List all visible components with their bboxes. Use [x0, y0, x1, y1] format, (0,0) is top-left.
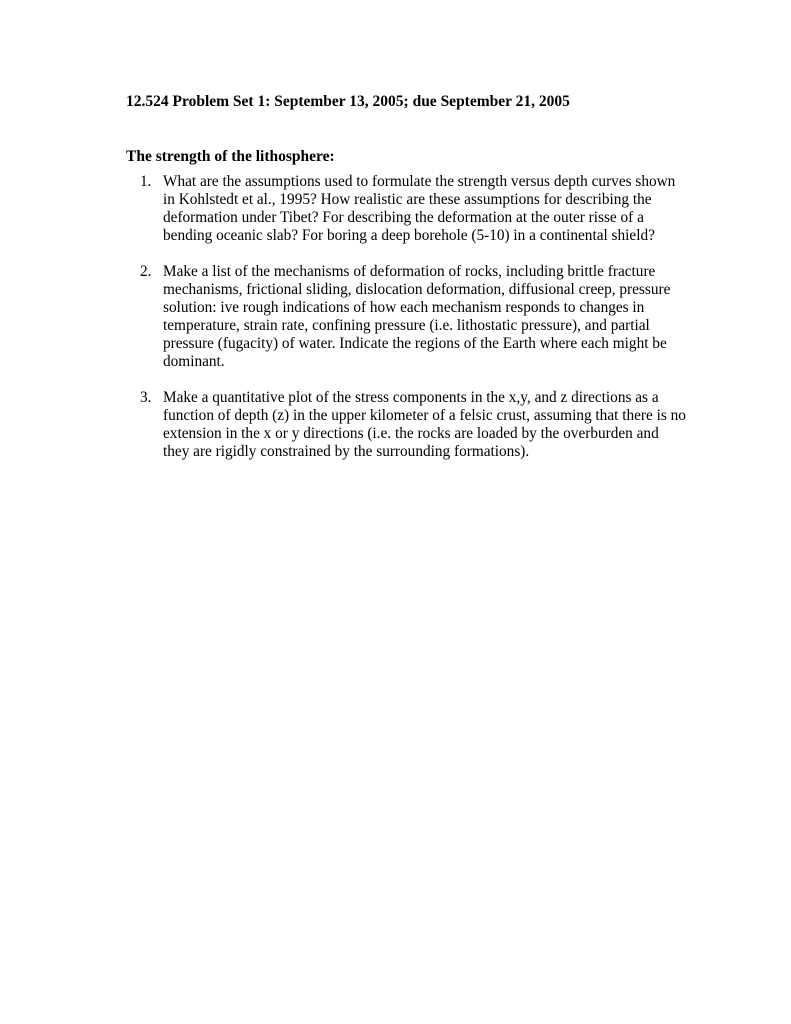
- problem-number: 1.: [140, 173, 152, 190]
- section-heading: The strength of the lithosphere:: [126, 148, 335, 165]
- problem-list: [126, 173, 686, 479]
- problem-item-2: [126, 263, 686, 371]
- problem-text: What are the assumptions used to formulate the strength versus depth curves shown in Kohlstedt et al., 1995? How realistic are these assumptions for describing the deformation under Tibet? For describing the deformation at the outer risse of a bending oceanic slab? For boring a deep borehole (5-10) in a continental shield?: [163, 173, 676, 244]
- problem-item-3: [126, 389, 686, 461]
- problem-item-1: [126, 173, 686, 245]
- problem-text: Make a list of the mechanisms of deformation of rocks, including brittle fracture mechanisms, frictional sliding, dislocation deformation, diffusional creep, pressure solution: ive rough indications of how each mechanism responds to changes in temperature, strain rate, confining pressure (i.e. lithostatic pressure), and partial pressure (fugacity) of water. Indicate the regions of the Earth where each might be dominant.: [163, 263, 671, 370]
- problem-number: 3.: [140, 389, 152, 406]
- document-title: 12.524 Problem Set 1: September 13, 2005; due September 21, 2005: [126, 93, 570, 110]
- problem-text: Make a quantitative plot of the stress components in the x,y, and z directions as a function of depth (z) in the upper kilometer of a felsic crust, assuming that there is no extension in the x or y directions (i.e. the rocks are loaded by the overburden and they are rigidly constrained by the surrounding formations).: [163, 389, 686, 460]
- problem-number: 2.: [140, 263, 152, 280]
